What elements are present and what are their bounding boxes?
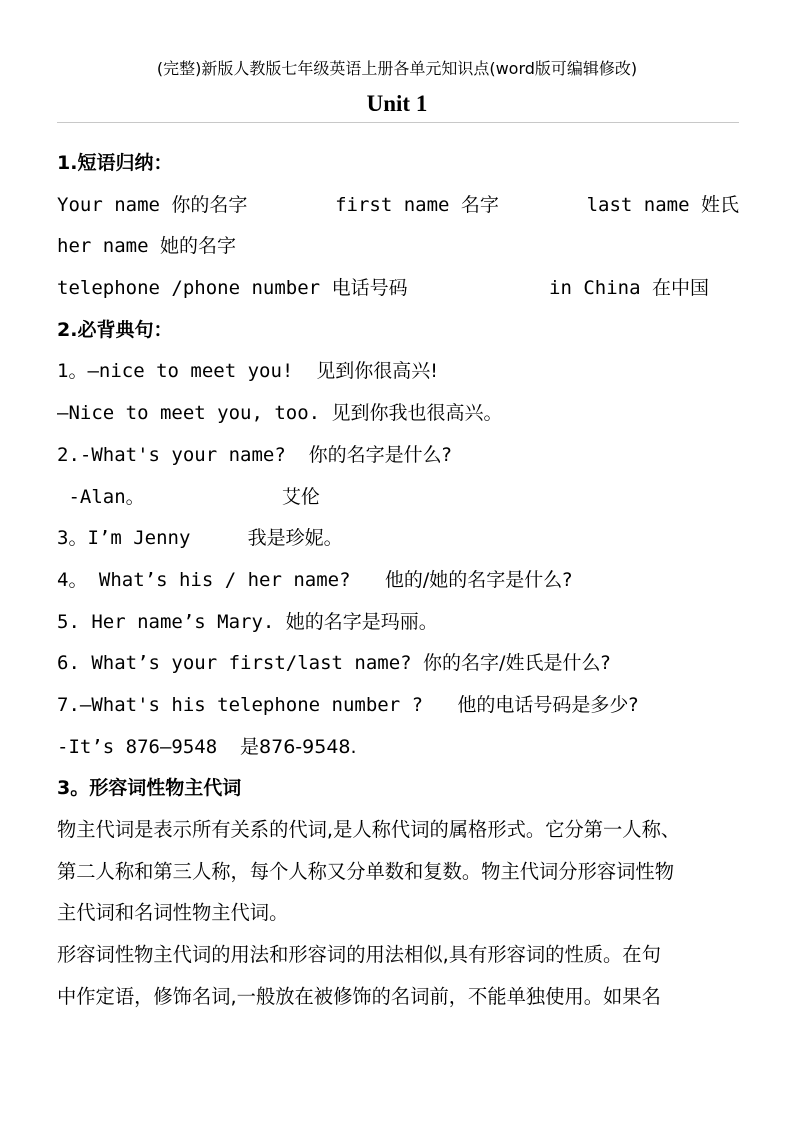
sentence-cn: 我是珍妮。	[247, 527, 343, 550]
sentence-en: 7.—What's his telephone number ?	[57, 693, 458, 716]
sentence-line	[57, 354, 739, 396]
sentence-en: 3。I’m Jenny	[57, 527, 248, 550]
paragraph-line: 主代词和名词性物主代词。	[57, 901, 289, 925]
phrase-row	[57, 188, 739, 230]
phrase-cn: 她的名字	[159, 235, 236, 258]
paragraph-line: 第二人称和第三人称，每个人称又分单数和复数。物主代词分形容词性物	[57, 859, 674, 883]
sentence-en: 4。 What’s his / her name?	[57, 568, 385, 591]
sentence-cn: 他的/她的名字是什么?	[384, 568, 573, 591]
paragraph-line: 物主代词是表示所有关系的代词,是人称代词的属格形式。它分第一人称、	[57, 818, 681, 841]
paragraph-line: 中作定语，修饰名词,一般放在被修饰的名词前，不能单独使用。如果名	[57, 984, 661, 1008]
phrase-cn: 电话号码	[331, 277, 408, 300]
phrase-item	[587, 188, 739, 230]
sentence-en: —Nice to meet you, too.	[57, 402, 332, 425]
sentence-line	[57, 438, 739, 480]
sentence-line	[57, 396, 739, 438]
phrase-item	[57, 271, 549, 313]
sentence-en: -Alan。	[57, 485, 282, 508]
section-2-heading: 2.必背典句：	[57, 318, 173, 341]
phrase-en: Your name	[57, 193, 160, 216]
sentence-line	[57, 605, 739, 647]
sentence-en: 5. Her name’s Mary.	[57, 610, 286, 633]
phrase-cn: 名字	[460, 193, 499, 216]
sentence-cn: 你的名字是什么?	[308, 443, 452, 466]
sentence-en: -It’s 876—9548	[57, 735, 241, 758]
phrase-cn: 在中国	[651, 277, 709, 300]
phrase-cn: 姓氏	[700, 193, 739, 216]
sentence-en: 1。—nice to meet you!	[57, 360, 317, 383]
phrase-item	[335, 188, 499, 230]
sentence-line	[57, 646, 739, 688]
phrase-item	[57, 188, 247, 230]
sentence-en: 6. What’s your first/last name?	[57, 652, 424, 675]
sentence-cn: 她的名字是玛丽。	[285, 610, 438, 633]
sentence-line	[57, 563, 739, 605]
sentence-line	[57, 688, 739, 730]
sentence-cn: 见到你我也很高兴。	[331, 402, 503, 425]
phrase-en: first name	[335, 193, 450, 216]
phrase-en: her name	[57, 235, 149, 258]
paragraph-line: 形容词性物主代词的用法和形容词的用法相似,具有形容词的性质。在句	[57, 943, 661, 967]
section-3-heading: 3。形容词性物主代词	[57, 777, 242, 800]
document-header: (完整)新版人教版七年级英语上册各单元知识点(word版可编辑修改)	[156, 59, 638, 78]
phrase-en: in China	[549, 277, 641, 300]
sentence-cn: 你的名字/姓氏是什么?	[423, 652, 611, 675]
phrase-item	[549, 271, 709, 313]
header-divider	[57, 122, 739, 123]
sentence-en: 2.-What's your name?	[57, 443, 309, 466]
document-body	[57, 146, 739, 1021]
sentence-line	[57, 521, 739, 563]
phrase-row	[57, 229, 739, 271]
sentence-cn: 见到你很高兴!	[316, 360, 438, 383]
sentence-line	[57, 480, 739, 522]
unit-title: Unit 1	[366, 91, 428, 116]
sentence-cn: 艾伦	[281, 485, 320, 508]
section-1-heading: 1.短语归纳：	[57, 152, 173, 174]
phrase-cn: 你的名字	[171, 193, 248, 216]
sentence-cn: 是876-9548.	[240, 735, 357, 758]
phrase-row	[57, 271, 739, 313]
sentence-line	[57, 730, 739, 772]
phrase-en: last name	[586, 193, 690, 216]
phrase-en: telephone /phone number	[57, 277, 321, 300]
sentence-cn: 他的电话号码是多少?	[457, 693, 639, 716]
